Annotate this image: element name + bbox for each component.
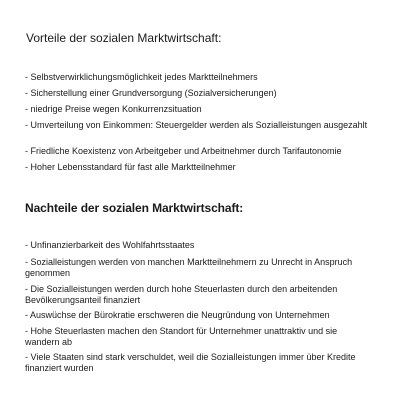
disadvantage-item: - Unfinanzierbarkeit des Wohlfahrtsstaates (25, 240, 195, 250)
advantage-item: - Umverteilung von Einkommen: Steuergelder werden als Sozialleistungen ausgezahlt (25, 120, 368, 130)
advantage-item: - niedrige Preise wegen Konkurrenzsituation (25, 104, 202, 114)
disadvantage-item: - Viele Staaten sind stark verschuldet, weil die Sozialleistungen immer über Kredite finanziert wurden (25, 352, 356, 373)
advantage-item: - Selbstverwirklichungsmöglichkeit jedes Marktteilnehmers (25, 72, 258, 82)
disadvantage-item: - Sozialleistungen werden von manchen Marktteilnehmern zu Unrecht in Anspruch genommen (25, 257, 353, 278)
disadvantages-heading: Nachteile der sozialen Marktwirtschaft: (25, 201, 244, 215)
advantage-item: - Hoher Lebensstandard für fast alle Marktteilnehmer (25, 162, 236, 172)
advantages-heading: Vorteile der sozialen Marktwirtschaft: (26, 31, 222, 45)
disadvantage-item: - Hohe Steuerlasten machen den Standort für Unternehmer unattraktiv und sie wandern ab (25, 326, 338, 347)
disadvantage-item: - Auswüchse der Bürokratie erschweren die Neugründung von Unternehmen (25, 310, 330, 320)
disadvantage-item: - Die Sozialleistungen werden durch hohe Steuerlasten durch den arbeitenden Bevölkerungsanteil finanziert (25, 284, 338, 305)
advantage-item: - Friedliche Koexistenz von Arbeitgeber und Arbeitnehmer durch Tarifautonomie (25, 146, 342, 156)
advantage-item: - Sicherstellung einer Grundversorgung (Sozialversicherungen) (25, 88, 277, 98)
